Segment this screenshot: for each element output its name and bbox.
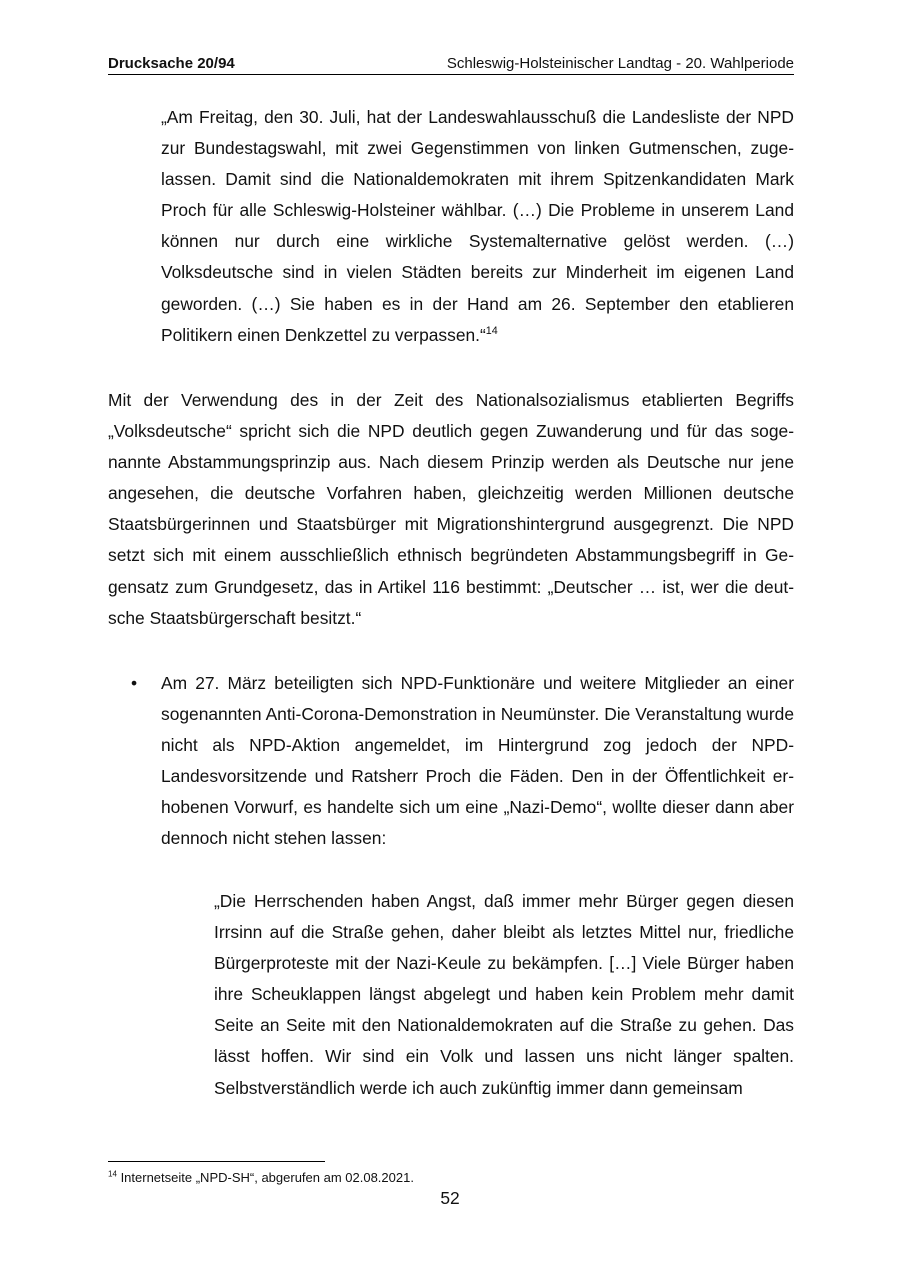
bullet-item-text: Am 27. März beteiligten sich NPD-Funktionäre und weitere Mitglieder an einer sogenannten Anti-Corona-Demonstration in Neumünster. Die Veranstaltung wurde nicht als NPD-Aktion angemeldet, im Hintergrund zog jedoch der NPD-Landesvorsitzende und Ratsherr Proch die Fäden. Den in der Öffentlichkeit erhobenen Vorwurf, es handelte sich um eine „Nazi-Demo“, wollte dieser dann aber dennoch nicht stehen lassen: [161, 673, 794, 849]
document-number: Drucksache 20/94 [108, 55, 235, 72]
page-header [108, 54, 794, 75]
quote-text: „Am Freitag, den 30. Juli, hat der Landeswahlausschuß die Landesliste der NPD zur Bundestagswahl, mit zwei Gegenstimmen von linken Gutmenschen, zugelassen. Damit sind die Nationaldemokraten mit ihrem Spitzenkandidaten Mark Proch für alle Schleswig-Holsteiner wählbar. (…) Die Probleme in unserem Land können nur durch eine wirkliche Systemalternative gelöst werden. (…) Volksdeutsche sind in vielen Städten bereits zur Minderheit im eigenen Land geworden. (…) Sie haben es in der Hand am 26. September den etablieren Politikern einen Denkzettel zu verpassen.“ [161, 107, 794, 345]
bullet-symbol: • [131, 673, 138, 693]
footnote-reference: 14 [485, 324, 498, 337]
footnote [108, 1169, 414, 1187]
page-number: 52 [440, 1188, 460, 1208]
footnote-text: Internetseite „NPD-SH“, abgerufen am 02.08.2021. [116, 1170, 414, 1185]
body-paragraph: Mit der Verwendung des in der Zeit des Nationalsozialismus etablierten Begriffs „Volksdeutsche“ spricht sich die NPD deutlich gegen Zuwanderung und für das sogenannte Abstammungsprinzip aus. Nach diesem Prinzip werden als Deutsche nur jene angesehen, die deutsche Vorfahren haben, gleichzeitig werden Millionen deutsche Staatsbürgerinnen und Staatsbürger mit Migrationshintergrund ausgegrenzt. Die NPD setzt sich mit einem ausschließlich ethnisch begründeten Abstammungsbegriff in Gegensatz zum Grundgesetz, das in Artikel 116 bestimmt: „Deutscher … ist, wer die deutsche Staatsbürgerschaft besitzt.“ [108, 390, 794, 628]
footnote-number: 14 [108, 1169, 117, 1179]
footnote-divider [108, 1161, 325, 1162]
quote-proch: „Die Herrschenden haben Angst, daß immer mehr Bürger gegen diesen Irrsinn auf die Straße gehen, daher bleibt als letztes Mittel nur, friedliche Bürgerproteste mit der Nazi-Keule zu bekämpfen. […] Viele Bürger haben ihre Scheuklappen längst abgelegt und haben kein Problem mehr damit Seite an Seite mit den Nationaldemokraten auf die Straße zu gehen. Das lässt hoffen. Wir sind ein Volk und lassen uns nicht länger spalten. Selbstverständlich werde ich auch zukünftig immer dann gemeinsam [214, 891, 794, 1098]
quote-npd-website [161, 102, 794, 351]
parliament-period: Schleswig-Holsteinischer Landtag - 20. Wahlperiode [446, 55, 794, 72]
